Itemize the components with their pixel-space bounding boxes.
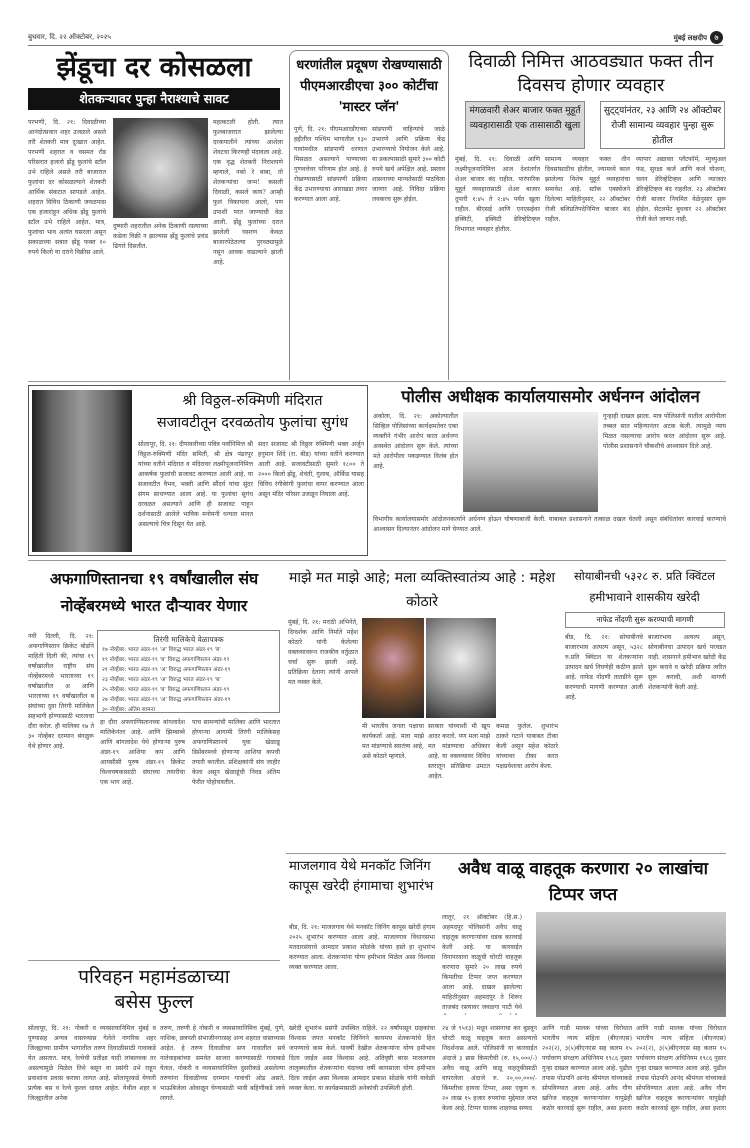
s6-col3: पाच सामन्यांची मालिका आणि भारतात होणाऱ्या आगामी तिरंगी मालिकेसह अफगाणिस्तानचे युवा खेळाडू डिसेंबरमध्ये होणाऱ्या आशिया कपची तयारी करतील. प्रशिक्षकांनी संघ जाहीर केला असून खेळाडूंची निवड अंतिम फेरीत पोहोचवतील. — [192, 719, 280, 786]
s1-col1: परभणी, दि. २१: दिवाळीच्या आनंदोत्सवात शहर उजळले असले तरी शेतकरी मात्र दुःखात आहेत. परभणी शहरात व वसमत रोड परिसरात हजारो झेंडू फुलांचे स्टॉल उभे राहिले असले तरी बाजारात फुलांचा दर कोसळल्याने शेतकरी आर्थिक संकटात सापडले आहेत. शहरात विविध ठिकाणी जवळपास एक हजारांहून अधिक झेंडू फुलांचे स्टॉल उभे राहिले आहेत. मात्र, फुलांचा भाव अत्यंत घसरला असून सकाळच्या सत्रात झेंडू फक्त १० रुपये किलो या दराने विक्रीस आले. — [28, 119, 106, 256]
s4-headline-1: श्री विठ्ठल-रुक्मिणी मंदिरात — [182, 393, 323, 409]
s4-headline-2: सजावटीतून दरवळतोय फुलांचा सुगंध — [156, 415, 349, 431]
s10-col1-top: लातूर, २१ ऑक्टोबर (हि.स.) अहमदपूर पोलिसांनी अवैध वाळू वाहतूक करणाऱ्यांवर धडक कारवाई केली आहे. या कारवाईत विनापरवाना वाळूची चोरटी वाहतूक करणारा सुमारे २० लाख रुपये किमतीचा टिप्पर जप्त करण्यात आला आहे. दाखल झालेल्या माहितीनुसार अहमदपूर ते शिरूर ताजबंद रस्त्यावर जवळगा पाटी येथे — [442, 914, 522, 1011]
s11-col2: तरुण, तरुणी हे नोकरी व व्यवसायानिमित्त मुंबई, पुणे, नाशिक, छत्रपती संभाजीनगरसह अन्य शहरात वास्तव्यास आहेत. हे तरुण दिवाळीचा सण गावातील सर्व नातेवाइकांच्या समवेत साजरा करण्यासाठी गावाकडे येतात. नोकरी व व्यवसायानिमित्त दुसरीकडे असलेल्या तरुणांना दिवाळीच्या दरम्यान गावाची ओढ असते. भाऊबिजेला ओवाळून घेण्यासाठी भावी बहिणीकडे जावे लागते. — [160, 1025, 285, 1102]
schedule-row: २३ नोव्हेंबर: भारत अंडर-१९ 'अ' विरुद्ध भारत अंडर-१९ 'ब' — [102, 677, 221, 683]
schedule-row: २१ नोव्हेंबर: भारत अंडर-१९ 'अ' विरुद्ध अफगाणिस्तान अंडर-१९ — [102, 667, 231, 673]
temple-photo — [32, 390, 132, 552]
s6-col1: नवी दिल्ली, दि. २१: अफगाणिस्तान क्रिकेट बोर्डाने माहिती दिली की, त्यांचा १९ वर्षांखालील राष्ट्रीय संघ नोव्हेंबरमध्ये भारताच्या १९ वर्षांखालील अ आणि भारताच्या १९ वर्षांखालील ब संघांच्या दुवा तिरंगी मालिकेत सहभागी होण्यासाठी भारताचा दौरा करेल. ही मालिका १७ ते ३० नोव्हेंबर दरम्यान बंगळुरू येथे होणार आहे. — [28, 633, 94, 750]
s7-col4: कमळ फुलेल. शुभारंभ ठाकरे गटाने याबाबत टीका केली असून महेश कोठारे यांच्यावर टीका करत पक्षप्रवेशाचा आरोप केला. — [496, 723, 558, 770]
page-number: ७ — [710, 31, 723, 44]
s8-col2: बाजारभाव अत्यल्प असून, सोयाबीनचा उत्पादन खर्च परवडत नाही. शासनाने हमीभाव खरेदी केंद्र सुरू करावे व खरेदी प्रक्रिया त्वरित सुरू करावी, अशी मागणी शेतकऱ्यांनी केली आहे. — [648, 634, 726, 691]
s4-col2: सदर सजावट श्री विठ्ठल रुक्मिणी भक्त अर्जुन हनुमान शिंदे (रा. बीड) यांच्या वतीने करण्यात आली आहे. सजावटीसाठी सुमारे १८०० ते २००० किलो झेंडू, शेवंती, गुलाब, ऑर्किड यासह विविध रंगीबेरंगी फुलांचा वापर करण्यात आला असून मंदिर परिसर उजळून निघाला आहे. — [258, 441, 364, 498]
s3-col2: सामान्य व्यवहार फक्त तीन दिवसांसाठीच होतील, ज्यामध्ये काल झालेल्या विशेष मुहूर्त व्यवहारांचा समावेश आहे. स्टॉक एक्स्चेंजने दिलेल्या माहितीनुसार, २२ ऑक्टोबर रोजी बलिप्रतिपदेनिमित्त बाजार बंद राहील. — [545, 156, 630, 223]
divider — [28, 381, 726, 382]
masthead — [28, 30, 723, 46]
s8-col1: बीड, दि. २१: सोयाबीनचे बाजारभाव अत्यल्प असून, ५३२८ रु.प्रति क्विंटल या शेतकऱ्यांना उत्पादन खर्च निघणेही कठीण झाले आहे. नाफेड नोंदणी तातडीने सुरू करण्याची मागणी करण्यात आली आहे. — [565, 634, 643, 701]
s1-headline: झेंडूचा दर कोसळला — [56, 52, 252, 83]
schedule-title: तिरंगी मालिकेचे वेळापत्रक — [153, 635, 224, 644]
s10-col4: आणि गाडी मालक यांच्या विरोधात भारतीय न्याय संहिता (बीएनएस) २०२(२), ३(५)बीएनएस सह कलम १५ पर्यावरण संरक्षण अधिनियम १९८६ नुसार गुन्हा दाखल करण्यात आला आहे. पुढील तपास पोउपनि आनंद श्रीमंगल यांच्याकडे सोपविण्यात आला आहे. अवैध गौण खनिज वाहतूक करणाऱ्यांवर यापुढेही कठोर कारवाई सुरू राहील, असा इशारा — [636, 1025, 726, 1112]
s3-box-muhurat: मंगळवारी शेअर बाजार फक्त मुहूर्त व्यवहारासाठी एक तासासाठी खुला — [465, 101, 585, 149]
s10-headline: अवैध वाळू वाहतूक करणारा २० लाखांचा टिप्पर जप्त — [457, 859, 709, 905]
s9-col1: बीड, दि. २१: माजलगाव येथे मनकॉट जिनिंग कापूस खरेदी हंगाम २०२५ शुभारंभ करण्यात आला आहे. माजलगाव विधानसभा मतदारसंघाचे आमदार प्रकाश सोळंके यांच्या हस्ते हा शुभारंभ करण्यात आला. शेतकऱ्यांना योग्य हमीभाव मिळेल असा विश्वास व्यक्त करण्यात आला. — [289, 924, 435, 971]
divider — [28, 960, 280, 961]
s8-headline: सोयाबीनची ५३२८ रु. प्रति क्विंटल हमीभावाने शासकीय खरेदी — [574, 569, 715, 604]
s1-col3: महत्कटली होती. त्यात फुलबाजारात झालेल्या दरकपातीने त्यांच्या आशेला शेवटचा किरणही मंदावला आहे. एक वृद्ध शेतकरी निराशपणे म्हणाले, नको रे बाबा, तो शेतकऱ्यांचा जन्म! कसली दिवाळी, कसले काय? आम्ही फुलं विकायला आलो, पण उपाशी परत जाण्याची वेळ आली. झेंडू फुलांच्या दरात झालेली घसरण केवळ बाजारपेठेतल्या पुरवठ्यामुळे नसून आवक वाढल्याने झाली आहे. — [213, 119, 283, 266]
schedule-box — [97, 630, 280, 713]
s5-col1: अकोला, दि. २१: अकोल्यातील सिव्हिल पोलिसांच्या कार्यक्षमतेवर एका व्यक्तीने गंभीर आरोप करत अर्धनग्न अवस्थेत आंदोलन सुरू केले. त्यांच्या मते आरोपीला पकडण्यात विलंब होत आहे. — [373, 413, 458, 470]
issue-date: बुधवार, दि. २२ ऑक्टोबर, २०२५ — [28, 33, 111, 41]
tipper-truck-photo — [536, 912, 726, 1017]
s7-col1: मुंबई, दि. २१: मराठी अभिनेते, दिग्दर्शक आणि निर्माते महेश कोठारे यांनी केलेल्या वक्तव्यावरून राजकीय वर्तुळात चर्चा सुरू झाली आहे. प्रतिक्रिया देताना त्यांनी आपले मत व्यक्त केले. — [288, 619, 358, 686]
s3-col1: मुंबई, दि. २१: दिवाळी आणि लक्ष्मीपूजनानिमित्त आज देशांतर्गत शेअर बाजार बंद राहील. पारंपारिक मुहूर्त व्यवहारासाठी शेअर बाजार दुपारी १:४५ ते २:४५ पर्यंत खुला राहील. बीएसई आणि एनएसईवर इक्विटी, इक्विटी डेरिव्हेटिव्ह्ज विभागात व्यवहार होतील. — [455, 156, 540, 233]
marigold-photo — [113, 118, 208, 218]
s11-col1: सोलापूर, दि. २१: नोकरी व व्यवसायानिमित्त मुंबई व पुण्यासह अन्यत्र वास्तव्यास गेलेले नागरिक शहर जिल्ह्याच्या ग्रामीण भागातील तरुण दिवाळीसाठी गावाकडे येत असतात. मात्र, रेल्वेची प्रतीक्षा यादी लांबलचक तर असल्यामुळे मिळेल तिथे बसून वा प्रसंगी उभे राहून प्रवाशांना प्रवास करावा लागत आहे. सोलापूरकडे येणारी प्रत्येक बस व रेल्वे फुल्ल धावत आहेत. येथील शहर व जिल्ह्यातील अनेक — [28, 1025, 156, 1102]
schedule-row: २५ नोव्हेंबर: भारत अंडर-१९ 'ब' विरुद्ध अफगाणिस्तान अंडर-१९ — [102, 687, 230, 693]
s2-headline: धरणांतील प्रदूषण रोखण्यासाठी पीएमआरडीएचा ३०० कोटींचा 'मास्टर प्लॅन' — [296, 58, 442, 115]
schedule-row: १७ नोव्हेंबर: भारत अंडर-१९ 'अ' विरुद्ध भारत अंडर-१९ 'ब' — [102, 647, 221, 653]
s7-headline: माझे मत माझे आहे; मला व्यक्तिस्वातंत्र्य आहे : महेश कोठारे — [288, 570, 556, 610]
s5-headline: पोलीस अधीक्षक कार्यालयासमोर अर्धनग्न आंदोलन — [401, 387, 700, 406]
s8-subhead: नाफेड नोंदणी सुरू करण्याची मागणी — [565, 612, 725, 628]
portrait-photo-1 — [362, 618, 424, 718]
s6-col2: हा दौरा अफगाणिस्तानच्या बांगलादेश मालिकेनंतर आहे. आणि झिम्बाब्वे आणि बांगलादेश येथे होणाऱ्या पुरुष अंडर-१९ आशिया कप आणि आयसीसी पुरुष अंडर-१९ क्रिकेट विश्वचषकासाठी संघाच्या तयारीचा एक भाग आहे. — [100, 719, 185, 786]
s3-col3: व्यापार अद्यावत प्लॅटफॉर्म, म्युच्युअल फंड, सुरक्षा कर्ज आणि कर्ज योजना, चलन डेरिव्हेटिव्ह्ज आणि व्याजदर डेरिव्हेटिव्ह्ज बंद राहतील. २३ ऑक्टोबर रोजी बाजार नियमित वेळेनुसार सुरू होईल. सेटलमेंट बुधवार २२ ऑक्टोबर रोजी केले जाणार नाही. — [636, 156, 726, 223]
s1-caption: दुष्यारी शहरातील अनेक ठिकाणी रस्त्याच्या कडेला विक्री न झाल्यास झेंडू फुलांचे प्रचंड ढिगारे दिसतीत. — [113, 223, 208, 250]
s2-col1: पुणे, दि. २१: पीएमआरडीएच्या हद्दीतील पश्चिम भागातील १३० गावांमधील सांडपाणी धरणात मिसळत असल्याने पाण्याच्या गुणवत्तेवर परिणाम होत आहे. हे रोखण्यासाठी सांडपाणी प्रक्रिया केंद्र उभारण्याचा आराखडा तयार करण्यात आला आहे. — [294, 126, 367, 203]
s10-col2: २४ जे ९५१३) मधून शासनाचा कर बुडवून चोरटी वाळू वाहतूक करत असल्याचे निदर्शनास आले. पोलिसांनी या कारवाईत अंदाजे ३ ब्रास किमतीची (रु. १५,०००/-) अवैध वाळू आणि वाळू वाहतुकीसाठी वापरलेला अंदाजे रु. २०,००,०००/- किंमतीचा हायवा टिप्पर, असा एकूण रु. २० लाख १५ हजार रुपयांचा मुद्देमाल जप्त केला आहे. टिप्पर चालक शाहरुख सय्यद — [442, 1025, 537, 1112]
s5-col2: गुन्हाही दाखल झाला. मात्र पोलिसांनी यातील आरोपीला तब्बल सात महिन्यानंतर अटक केली. त्यामुळे न्याय मिळत नसल्याचा आरोप करत आंदोलन सुरू आहे. पोलीस प्रशासनाने चौकशीचे आश्वासन दिले आहे. — [603, 413, 726, 450]
newspaper-name: मुंबई लक्षदीप — [673, 33, 707, 42]
divider — [286, 853, 726, 854]
s11-headline-1: परिवहन महामंडळाच्या — [78, 966, 230, 988]
s9-headline: माजलगाव येथे मनकॉट जिनिंग कापूस खरेदी हंगामाचा शुभारंभ — [289, 859, 434, 894]
divider — [28, 560, 726, 561]
s6-headline: अफगाणिस्तानचा १९ वर्षांखालील संघ नोव्हेंबरमध्ये भारत दौऱ्यावर येणार — [49, 570, 259, 615]
s11-headline-2: बसेस फुल्ल — [114, 991, 194, 1013]
portrait-photo-2 — [426, 618, 496, 718]
protest-photo — [463, 412, 598, 512]
s3-box-resume: सुट्ट्यांनंतर, २३ आणि २४ ऑक्टोबर रोजी सामान्य व्यवहार पुन्हा सुरू होतील — [600, 101, 725, 149]
s3-headline: दिवाळी निमित्त आठवड्यात फक्त तीन दिवसच होणार व्यवहार — [468, 51, 714, 96]
s5-bottom: विभागीय कार्यालयासमोर आंदोलनकर्त्याने अर्धनग्न होऊन घोषणाबाजी केली. याबाबत प्रशासनाने तत्काळ दखल घेतली असून संबंधितांवर कारवाई करण्याचे आश्वासन दिल्यानंतर आंदोलन मागे घेण्यात आले. — [373, 516, 726, 533]
s7-col2: मी भारतीय जनता पक्षाचा कार्यकर्ता आहे. मला माझे मत मांडण्याचे स्वातंत्र्य आहे, असे कोठारे म्हणाले. — [362, 723, 424, 760]
s1-subhead: शेतकऱ्यावर पुन्हा नैराश्याचे सावट — [28, 88, 280, 110]
s10-col3: आणि गाडी मालक यांच्या विरोधात भारतीय न्याय संहिता (बीएनएस) २०२(२), ३(५)बीएनएस सह कलम १५ पर्यावरण संरक्षण अधिनियम १९८६ नुसार गुन्हा दाखल करण्यात आला आहे. पुढील तपास पोउपनि आनंद श्रीमंगल यांच्याकडे सोपविण्यात आला आहे. अवैध गौण खनिज वाहतूक करणाऱ्यांवर यापुढेही कठोर कारवाई सुरू राहील, असा इशारा — [542, 1025, 632, 1112]
s7-col3: सरकार यांच्याशी मी खूप आदर करतो. पण मला माझे मत मांडण्याचा अधिकार आहे. या वक्तव्यावर विविध स्तरातून प्रतिक्रिया उमटत आहेत. — [428, 723, 490, 780]
s4-col1: सोलापूर, दि. २१: दीपावलीच्या पवित्र पर्वानिमित्त श्री विठ्ठल-रुक्मिणी मंदिर समिती, श्री क्षेत्र पंढरपूर यांच्या वतीने मंदिरात व मंदिरावर लक्ष्मीपूजनानिमित्त आकर्षक फुलांची सजावट करण्यात आली आहे. या सजावटीत वैभव, भक्ती आणि सौंदर्य यांचा सुंदर संगम साधण्यात आला आहे. या फुलांचा सुगंध दरवळत असल्याने आणि ही सजावट पाहून दर्शनासाठी आलेले भाविक मनोमनी धन्यता मानत असल्याचे चित्र दिसून येत आहे. — [138, 441, 253, 528]
s9-col2: खरेदी शुभारंभ प्रसंगी उपस्थित राहिले. २२ वर्षांपासून ग्राहकांचा विश्वास जपत मनकॉट जिनिंगने कायमच शेतकऱ्यांचे हित जपण्याचे काम केले. यावर्षी देखील शेतकऱ्यांना योग्य हमीभाव दिला जाईल असा विश्वास आहे. अतिवृष्टी बरस माजलगाव तालुक्यातील शेतकऱ्यांना यंदाच्या वर्षी कापसाला योग्य हमीभाव दिला जाईल असा विश्वास आमदार प्रकाश सोळंके यांनी यावेळी व्यक्त केला. या कार्यक्रमासाठी अनेकांची उपस्थिती होती. — [289, 1025, 435, 1092]
s2-col2: सांडपाणी वाहिन्यांचे जाळे उभारणे आणि प्रक्रिया केंद्र उभारण्याचे नियोजन केले आहे. या प्रकल्पासाठी सुमारे ३०० कोटी रुपये खर्च अपेक्षित आहे. प्रस्ताव शासनाच्या मान्यतेसाठी पाठविला जाणार आहे. निविदा प्रक्रिया लवकरच सुरू होईल. — [372, 126, 445, 203]
schedule-row: २७ नोव्हेंबर: भारत अंडर-१९ 'अ' विरुद्ध अफगाणिस्तान अंडर-१९ — [102, 697, 231, 703]
schedule-row: १९ नोव्हेंबर: भारत अंडर-१९ 'ब' विरुद्ध अफगाणिस्तान अंडर-१९ — [102, 657, 230, 663]
schedule-row: ३० नोव्हेंबर: अंतिम सामना — [102, 707, 156, 713]
